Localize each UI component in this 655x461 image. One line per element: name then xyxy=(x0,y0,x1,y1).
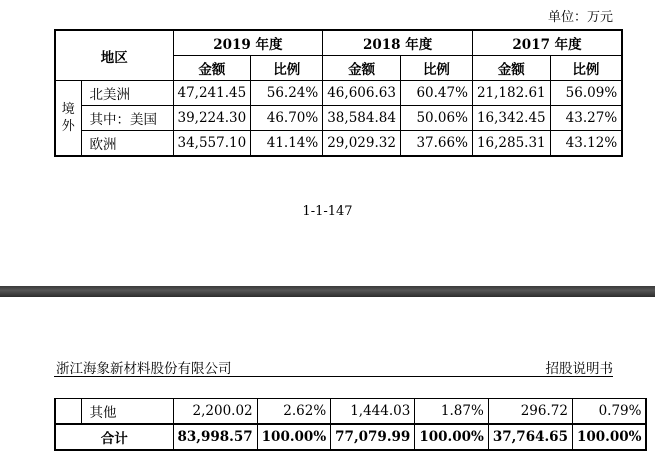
amount-header: 金额 xyxy=(173,56,251,81)
unit-label: 单位：万元 xyxy=(547,10,613,25)
ratio-cell: 50.06% xyxy=(400,106,472,131)
total-ratio-cell: 100.00% xyxy=(257,424,331,450)
amount-cell: 2,200.02 xyxy=(173,399,257,425)
ratio-cell: 0.79% xyxy=(572,399,646,425)
amount-cell: 16,342.45 xyxy=(472,106,550,131)
page-number: 1-1-147 xyxy=(302,204,353,219)
ratio-header: 比例 xyxy=(251,56,323,81)
table-row xyxy=(55,399,646,425)
total-ratio-cell: 100.00% xyxy=(572,424,646,450)
total-row xyxy=(55,424,646,450)
amount-cell: 38,584.84 xyxy=(323,106,401,131)
header-rule xyxy=(54,376,613,377)
region-cell: 北美洲 xyxy=(81,81,173,106)
amount-cell: 29,029.32 xyxy=(323,131,401,157)
region-cell: 其中：美国 xyxy=(81,106,173,131)
ratio-cell: 46.70% xyxy=(251,106,323,131)
regional-revenue-table xyxy=(54,29,623,157)
company-name: 浙江海象新材料股份有限公司 xyxy=(56,361,232,377)
ratio-header: 比例 xyxy=(550,56,622,81)
ratio-cell: 60.47% xyxy=(400,81,472,106)
amount-cell: 296.72 xyxy=(488,399,572,425)
ratio-cell: 41.14% xyxy=(251,131,323,157)
amount-header: 金额 xyxy=(472,56,550,81)
table-row xyxy=(55,131,622,157)
amount-header: 金额 xyxy=(323,56,401,81)
amount-cell: 47,241.45 xyxy=(173,81,251,106)
year-header-2018: 2018 年度 xyxy=(323,30,473,56)
amount-cell: 46,606.63 xyxy=(323,81,401,106)
table-row xyxy=(55,106,622,131)
ratio-cell: 1.87% xyxy=(415,399,489,425)
region-header: 地区 xyxy=(55,30,173,81)
year-header-2017: 2017 年度 xyxy=(472,30,622,56)
ratio-cell: 56.24% xyxy=(251,81,323,106)
total-label: 合计 xyxy=(55,424,173,450)
overseas-group-cell xyxy=(55,399,81,425)
amount-cell: 16,285.31 xyxy=(472,131,550,157)
ratio-cell: 2.62% xyxy=(257,399,331,425)
amount-cell: 39,224.30 xyxy=(173,106,251,131)
ratio-header: 比例 xyxy=(400,56,472,81)
year-header-2019: 2019 年度 xyxy=(173,30,323,56)
page-break-divider xyxy=(0,286,655,297)
overseas-label: 境 外 xyxy=(55,81,81,157)
amount-cell: 34,557.10 xyxy=(173,131,251,157)
table-row xyxy=(55,81,622,106)
total-amount-cell: 77,079.99 xyxy=(331,424,415,450)
document-type: 招股说明书 xyxy=(545,361,613,377)
amount-cell: 1,444.03 xyxy=(331,399,415,425)
total-ratio-cell: 100.00% xyxy=(415,424,489,450)
total-amount-cell: 37,764.65 xyxy=(488,424,572,450)
amount-cell: 21,182.61 xyxy=(472,81,550,106)
region-cell: 欧洲 xyxy=(81,131,173,157)
ratio-cell: 56.09% xyxy=(550,81,622,106)
region-cell: 其他 xyxy=(81,399,173,425)
ratio-cell: 43.12% xyxy=(550,131,622,157)
ratio-cell: 37.66% xyxy=(400,131,472,157)
ratio-cell: 43.27% xyxy=(550,106,622,131)
regional-revenue-table-continued xyxy=(54,398,647,451)
total-amount-cell: 83,998.57 xyxy=(173,424,257,450)
